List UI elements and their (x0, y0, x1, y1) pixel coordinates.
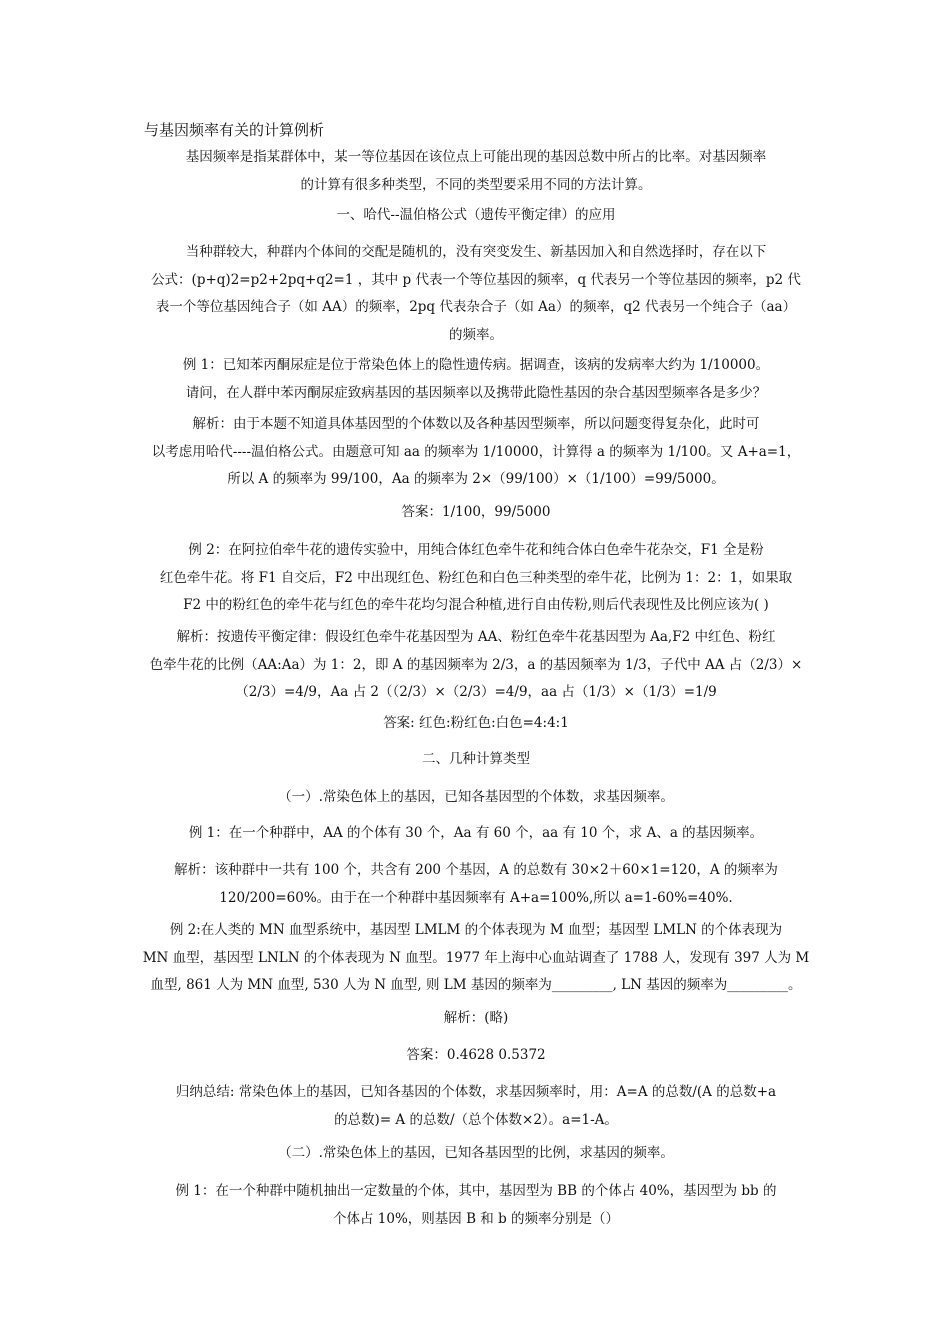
subsection-heading (142, 1140, 810, 1168)
example-paragraph (142, 820, 810, 848)
text-line: 公式：(p+q)2=p2+2pq+q2=1 ，其中 p 代表一个等位基因的频率，q 代表另一个等位基因的频率，p2 代 (151, 271, 801, 288)
text-line: （2/3）=4/9，Aa 占 2（（2/3）×（2/3）=4/9，aa 占（1/3）×（1/3）=1/9 (235, 684, 717, 700)
hardy-weinberg-paragraph (142, 239, 810, 349)
text-line: 例 1：在一个种群中，AA 的个体有 30 个，Aa 有 60 个，aa 有 10 个，求 A、a 的基因频率。 (188, 825, 764, 841)
intro-paragraph (142, 144, 810, 199)
summary-paragraph (142, 1079, 810, 1134)
text-line: 答案: 红色:粉红色:白色=4:4:1 (383, 715, 569, 731)
text-line: 红色牵牛花。将 F1 自交后，F2 中出现红色、粉红色和白色三种类型的牵牛花，比例为 1：2：1，如果取 (159, 569, 793, 586)
text-line: 一、哈代--温伯格公式（遗传平衡定律）的应用 (336, 207, 616, 223)
example-paragraph (142, 537, 810, 620)
text-line: 以考虑用哈代----温伯格公式。由题意可知 aa 的频率为 1/10000，计算得 a 的频率为 1/100。又 A+a=1， (151, 443, 801, 460)
text-line: MN 血型，基因型 LNLN 的个体表现为 N 血型。1977 年上海中心血站调查了 1788 人，发现有 397 人为 M (142, 949, 810, 966)
text-line: 个体占 10%，则基因 B 和 b 的频率分别是（） (332, 1210, 620, 1227)
text-line: 基因频率是指某群体中，某一等位基因在该位点上可能出现的基因总数中所占的比率。对基因频率 (185, 149, 767, 165)
text-line: 答案：0.4628 0.5372 (406, 1047, 546, 1063)
text-line: 例 2：在阿拉伯牵牛花的遗传实验中，用纯合体红色牵牛花和纯合体白色牵牛花杂交，F1 全是粉 (188, 542, 764, 558)
answer-paragraph (142, 1042, 810, 1070)
text-line: 的频率。 (449, 326, 503, 343)
text-line: 请问，在人群中苯丙酮尿症致病基因的基因频率以及携带此隐性基因的杂合基因型频率各是多少？ (185, 384, 767, 401)
example-paragraph (142, 917, 810, 1000)
text-line: 解析：该种群中一共有 100 个，共含有 200 个基因，A 的总数有 30×2＋60×1=120，A 的频率为 (174, 862, 778, 878)
text-line: 的总数)= A 的总数/（总个体数×2）。a=1-A。 (334, 1111, 618, 1128)
text-line: 例 1：在一个种群中随机抽出一定数量的个体，其中，基因型为 BB 的个体占 40%，基因型为 bb 的 (175, 1183, 777, 1199)
text-line: F2 中的粉红色的牵牛花与红色的牵牛花均匀混合种植,进行自由传粉,则后代表现性及比例应该为( ) (183, 597, 769, 613)
text-line: 表一个等位基因纯合子（如 AA）的频率，2pq 代表杂合子（如 Aa）的频率，q2 代表另一个纯合子（aa） (155, 299, 797, 315)
section-heading-2 (142, 746, 810, 774)
answer-paragraph (142, 710, 810, 738)
text-line: 所以 A 的频率为 99/100，Aa 的频率为 2×（99/100）×（1/100）=99/5000。 (227, 471, 725, 487)
subsection-heading (142, 784, 810, 812)
section-heading-1 (142, 202, 810, 230)
answer-paragraph (142, 499, 810, 527)
text-line: 120/200=60%。由于在一个种群中基因频率有 A+a=100%,所以 a=1-60%=40%. (219, 889, 733, 906)
text-line: 二、几种计算类型 (422, 751, 530, 767)
text-line: 例 2:在人类的 MN 血型系统中，基因型 LMLM 的个体表现为 M 血型；基因型 LMLN 的个体表现为 (169, 922, 783, 938)
text-line: 当种群较大，种群内个体间的交配是随机的，没有突变发生、新基因加入和自然选择时，存在以下 (185, 244, 767, 260)
text-line: 解析：由于本题不知道具体基因型的个体数以及各种基因型频率，所以问题变得复杂化，此时可 (192, 416, 760, 432)
text-line: 的计算有很多种类型，不同的类型要采用不同的方法计算。 (300, 176, 652, 193)
analysis-paragraph (142, 624, 810, 707)
analysis-paragraph (142, 1005, 810, 1033)
text-line: 例 1：已知苯丙酮尿症是位于常染色体上的隐性遗传病。据调查，该病的发病率大约为 1/10000。 (182, 357, 770, 373)
text-line: 答案：1/100，99/5000 (401, 504, 551, 520)
text-line: 解析：按遗传平衡定律：假设红色牵牛花基因型为 AA、粉红色牵牛花基因型为 Aa,F2 中红色、粉红 (176, 629, 776, 645)
text-line: （二）.常染色体上的基因，已知各基因型的比例，求基因的频率。 (278, 1145, 674, 1161)
analysis-paragraph (142, 857, 810, 912)
example-paragraph (142, 1178, 810, 1233)
text-line: （一）.常染色体上的基因，已知各基因型的个体数，求基因频率。 (278, 789, 674, 805)
document-title: 与基因频率有关的计算例析 (144, 121, 325, 139)
text-line: 解析：(略) (443, 1010, 509, 1026)
text-line: 色牵牛花的比例（AA:Aa）为 1：2，即 A 的基因频率为 2/3，a 的基因频率为 1/3，子代中 AA 占（2/3）× (149, 656, 803, 673)
text-line: 归纳总结: 常染色体上的基因，已知各基因的个体数，求基因频率时，用：A=A 的总数/(A 的总数+a (175, 1084, 777, 1100)
text-line: 血型, 861 人为 MN 血型, 530 人为 N 血型, 则 LM 基因的频率为_________, LN 基因的频率为_________。 (150, 977, 802, 993)
example-paragraph (142, 352, 810, 407)
analysis-paragraph (142, 411, 810, 494)
